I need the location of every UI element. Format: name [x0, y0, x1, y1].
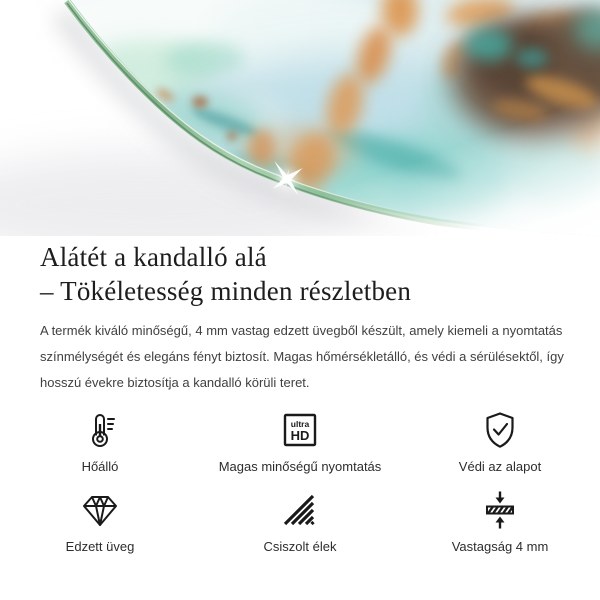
feature-label: Vastagság 4 mm	[451, 539, 549, 554]
description-line: színmélységét és elegáns fényt biztosít. Magas hőmérsékletálló, és védi a sérülésektől, így	[40, 349, 564, 364]
product-info-section	[0, 236, 600, 554]
diamond-icon	[80, 490, 120, 530]
feature-label: Csiszolt élek	[263, 539, 337, 554]
feature-label: Hőálló	[81, 459, 119, 474]
description-line: hosszú évekre biztosítja a kandalló körüli teret.	[40, 375, 310, 390]
ultra-hd-icon	[280, 410, 320, 450]
feature-label: Edzett üveg	[65, 539, 135, 554]
feature-heat-resistant	[0, 410, 200, 474]
features-grid	[0, 410, 600, 554]
glass-mat-image	[0, 0, 600, 236]
feature-thickness	[400, 490, 600, 554]
title-line-2: – Tökéletesség minden részletben	[40, 276, 412, 306]
product-description	[40, 318, 600, 396]
title-line-1: Alátét a kandalló alá	[40, 242, 267, 272]
svg-text:ultra: ultra	[290, 419, 310, 429]
shield-check-icon	[480, 410, 520, 450]
svg-text:HD: HD	[290, 428, 310, 443]
feature-protects-base	[400, 410, 600, 474]
feature-label: Magas minőségű nyomtatás	[218, 459, 382, 474]
feature-polished-edges	[200, 490, 400, 554]
feature-label: Védi az alapot	[458, 459, 542, 474]
product-photo	[0, 0, 600, 236]
polished-edges-icon	[280, 490, 320, 530]
description-line: A termék kiváló minőségű, 4 mm vastag edzett üvegből készült, amely kiemeli a nyomtatás	[40, 323, 563, 338]
feature-tempered-glass	[0, 490, 200, 554]
thickness-icon	[480, 490, 520, 530]
thermometer-icon	[80, 410, 120, 450]
feature-print-quality	[200, 410, 400, 474]
page-title	[40, 240, 600, 308]
